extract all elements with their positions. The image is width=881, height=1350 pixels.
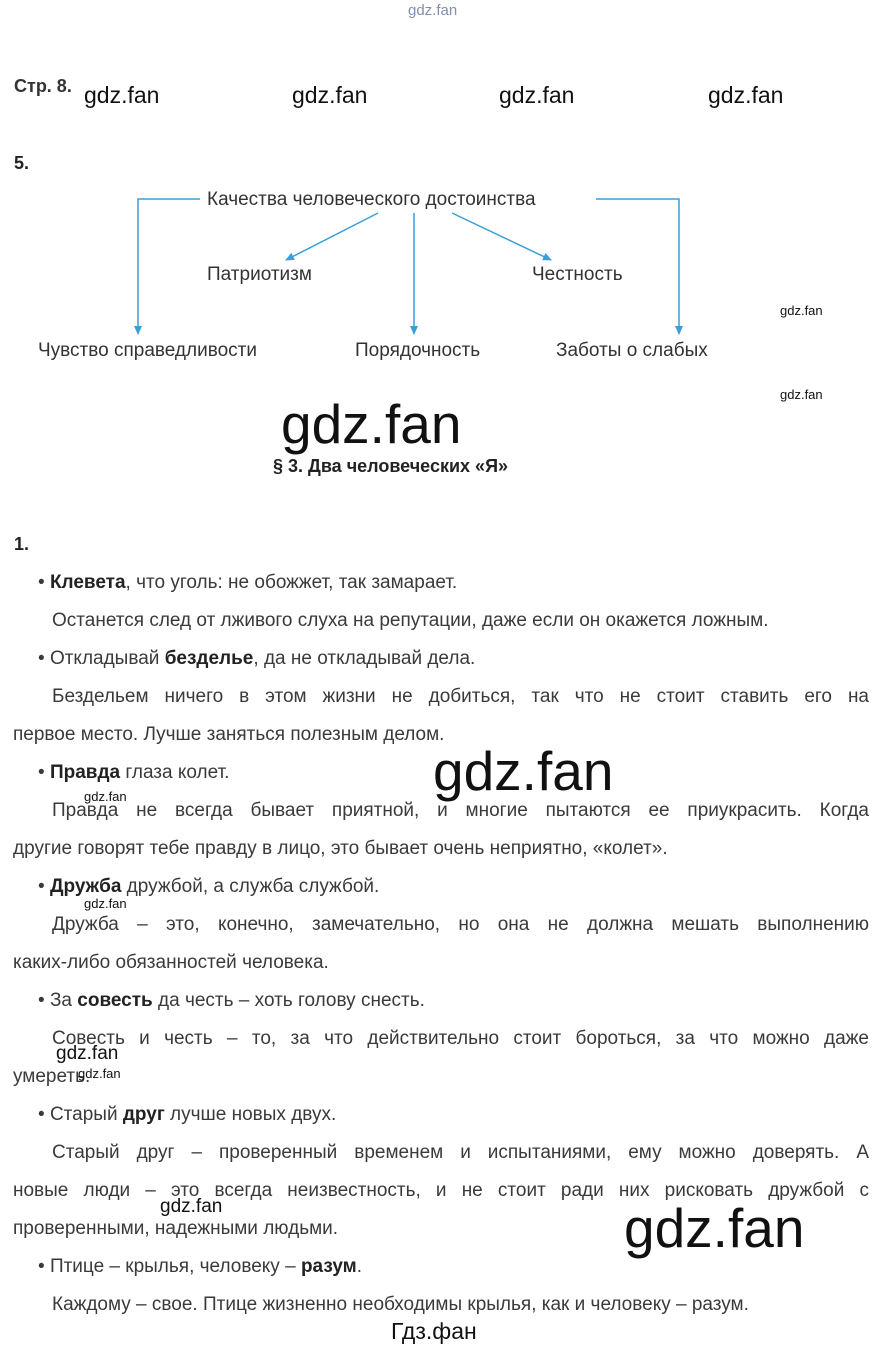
proverb-2: • Откладывай безделье, да не откладывай дела.	[38, 648, 476, 669]
diagram-node-care: Заботы о слабых	[556, 340, 708, 361]
watermark-big-1: gdz.fan	[281, 393, 462, 455]
watermark-small-5: gdz.fan	[78, 1066, 121, 1081]
proverb-6: • Старый друг лучше новых двух.	[38, 1104, 337, 1125]
diagram-node-honesty: Честность	[532, 264, 623, 285]
explanation-1: Останется след от лживого слуха на репутации, даже если он окажется ложным.	[52, 610, 769, 631]
bullet: •	[38, 1104, 45, 1125]
proverb-3: • Правда глаза колет.	[38, 762, 230, 783]
watermark-row-4: gdz.fan	[708, 82, 784, 108]
keyword: совесть	[77, 990, 153, 1011]
explanation-5-line-2: умереть.	[13, 1066, 91, 1087]
task-number-1: 1.	[14, 534, 30, 554]
keyword: Дружба	[49, 876, 122, 897]
bullet: •	[38, 990, 45, 1011]
watermark-small-3: gdz.fan	[84, 789, 127, 804]
keyword: Клевета	[49, 572, 126, 593]
diagram-node-justice: Чувство справедливости	[38, 340, 257, 361]
diagram-node-decency: Порядочность	[355, 340, 481, 361]
watermark-small-6: gdz.fan	[160, 1196, 223, 1217]
proverb-5: • За совесть да честь – хоть голову снесть.	[38, 990, 425, 1011]
watermark-mid-1: gdz.fan	[56, 1043, 119, 1064]
watermark-row-1: gdz.fan	[84, 82, 160, 108]
explanation-5-line-1: Совесть и честь – то, за что действительно стоит бороться, за что можно даже	[52, 1028, 869, 1049]
arrow-to-justice	[138, 199, 200, 334]
explanation-4-line-1: Дружба – это, конечно, замечательно, но она не должна мешать выполнению	[52, 914, 869, 935]
explanation-4-line-2: каких-либо обязанностей человека.	[13, 952, 329, 973]
bullet: •	[38, 1256, 45, 1277]
bullet: •	[38, 572, 45, 593]
keyword: Правда	[49, 762, 121, 783]
watermark-small-1: gdz.fan	[780, 303, 823, 318]
explanation-3-line-2: другие говорят тебе правду в лицо, это бывает очень неприятно, «колет».	[13, 838, 668, 859]
watermark-small-4: gdz.fan	[84, 896, 127, 911]
explanation-6-line-3: проверенными, надежными людьми.	[13, 1218, 339, 1239]
diagram-node-patriotism: Патриотизм	[207, 264, 312, 285]
bullet: •	[38, 876, 45, 897]
bullet: •	[38, 762, 45, 783]
page-reference: Стр. 8.	[14, 76, 72, 96]
proverb-7: • Птице – крылья, человеку – разум.	[38, 1256, 362, 1277]
watermark-small-2: gdz.fan	[780, 387, 823, 402]
explanation-3-line-1: Правда не всегда бывает приятной, и многие пытаются ее приукрасить. Когда	[52, 800, 869, 821]
section-title: § 3. Два человеческих «Я»	[273, 456, 509, 476]
keyword: разум	[300, 1256, 357, 1277]
explanation-6-line-2: новые люди – это всегда неизвестность, и не стоит ради них рисковать дружбой с	[13, 1180, 869, 1201]
watermark-big-3: gdz.fan	[624, 1197, 805, 1259]
watermark-top: gdz.fan	[408, 2, 458, 19]
explanation-2-line-1: Бездельем ничего в этом жизни не добиться, так что не стоит ставить его на	[52, 686, 869, 707]
watermark-row-2: gdz.fan	[292, 82, 368, 108]
explanation-6-line-1: Старый друг – проверенный временем и испытаниями, ему можно доверять. А	[52, 1142, 869, 1163]
task-number-5: 5.	[14, 153, 30, 173]
keyword: друг	[122, 1104, 165, 1125]
arrow-to-patriotism	[286, 213, 378, 260]
proverb-4: • Дружба дружбой, а служба службой.	[38, 876, 380, 897]
watermark-footer: Гдз.фан	[391, 1318, 477, 1344]
watermark-row-3: gdz.fan	[499, 82, 575, 108]
explanation-2-line-2: первое место. Лучше заняться полезным делом.	[13, 724, 445, 745]
explanation-7: Каждому – свое. Птице жизненно необходимы крылья, как и человеку – разум.	[52, 1294, 749, 1315]
keyword: безделье	[164, 648, 254, 669]
bullet: •	[38, 648, 45, 669]
proverb-1: • Клевета, что уголь: не обожжет, так замарает.	[38, 572, 458, 593]
diagram-root: Качества человеческого достоинства	[207, 189, 536, 210]
watermark-big-2: gdz.fan	[433, 740, 614, 802]
arrow-to-honesty	[452, 213, 551, 260]
